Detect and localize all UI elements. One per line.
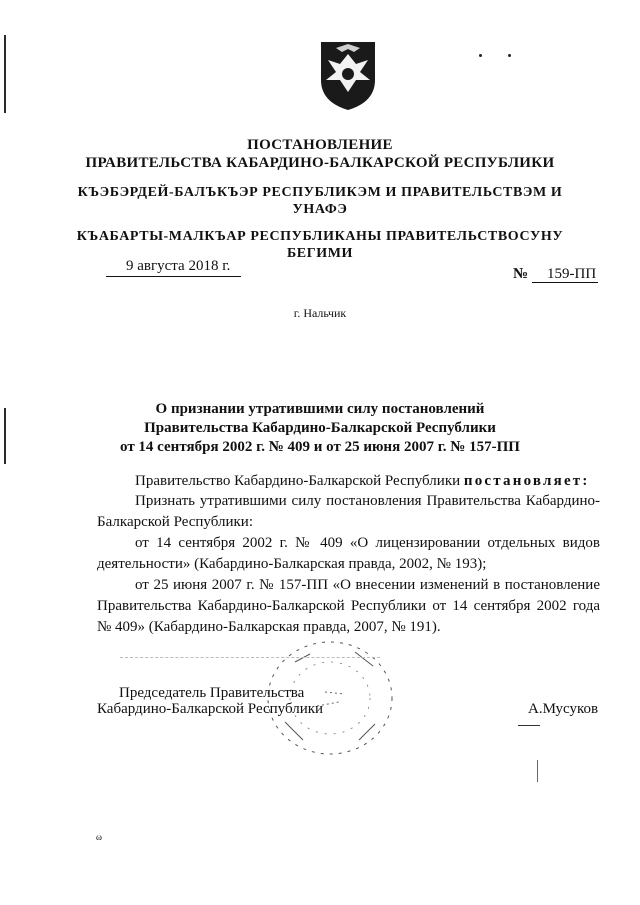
document-number: 159-ПП [547,266,597,282]
signatory-name: А.Мусуков [528,701,599,717]
kabardian-title-line2: УНАФЭ [292,202,348,217]
scan-margin-line-top [4,35,6,113]
decree-word: постановляет: [463,473,590,489]
intro-line [135,471,615,492]
paragraph-1: Признать утратившими силу постановления Правительства Кабардино-Балкарской Республики: [97,493,600,530]
document-type-title: ПОСТАНОВЛЕНИЕ [247,137,393,153]
paragraph-3: от 25 июня 2007 г. № 157-ПП «О внесении изменений в постановление Правительства Кабардино-Балкарской Республики от 14 сентября 2002 года № 409» (Кабардино-Балкарская правда, 2007, № 191). [97,577,600,635]
coat-of-arms-icon [318,40,378,112]
signatory-position-line2: Кабардино-Балкарской Республики [97,701,324,717]
intro-text: Правительство Кабардино-Балкарской Республики [135,473,461,489]
signature-stroke [518,725,540,726]
subject-line1: О признании утратившими силу постановлений [155,401,485,417]
subject-line3: от 14 сентября 2002 г. № 409 и от 25 июня 2007 г. № 157-ПП [120,439,520,455]
issuing-authority-title: ПРАВИТЕЛЬСТВА КАБАРДИНО-БАЛКАРСКОЙ РЕСПУБЛИКИ [85,155,555,171]
signature-stroke [537,760,538,782]
scan-speck [508,54,511,57]
date-underline [106,276,241,277]
subject-line2: Правительства Кабардино-Балкарской Республики [144,420,496,436]
paragraph-2: от 14 сентября 2002 г. № 409 «О лицензировании отдельных видов деятельности» (Кабардино-Балкарская правда, 2002, № 193); [97,535,600,572]
document-city: г. Нальчик [293,306,347,320]
scan-speck [479,54,482,57]
document-date: 9 августа 2018 г. [126,258,231,274]
balkar-title-line1: КЪАБАРТЫ-МАЛКЪАР РЕСПУБЛИКАНЫ ПРАВИТЕЛЬСТВОСУНУ [76,229,564,244]
balkar-title-line2: БЕГИМИ [286,246,354,261]
number-sign: № [513,266,529,282]
kabardian-title-line1: КЪЭБЭРДЕЙ-БАЛЪКЪЭР РЕСПУБЛИКЭМ И ПРАВИТЕЛЬСТВЭМ И [77,185,563,200]
seal-dotted-line [120,657,380,658]
number-underline [532,282,598,283]
footer-mark: ω [96,832,102,842]
signatory-position-line1: Председатель Правительства [119,685,305,701]
